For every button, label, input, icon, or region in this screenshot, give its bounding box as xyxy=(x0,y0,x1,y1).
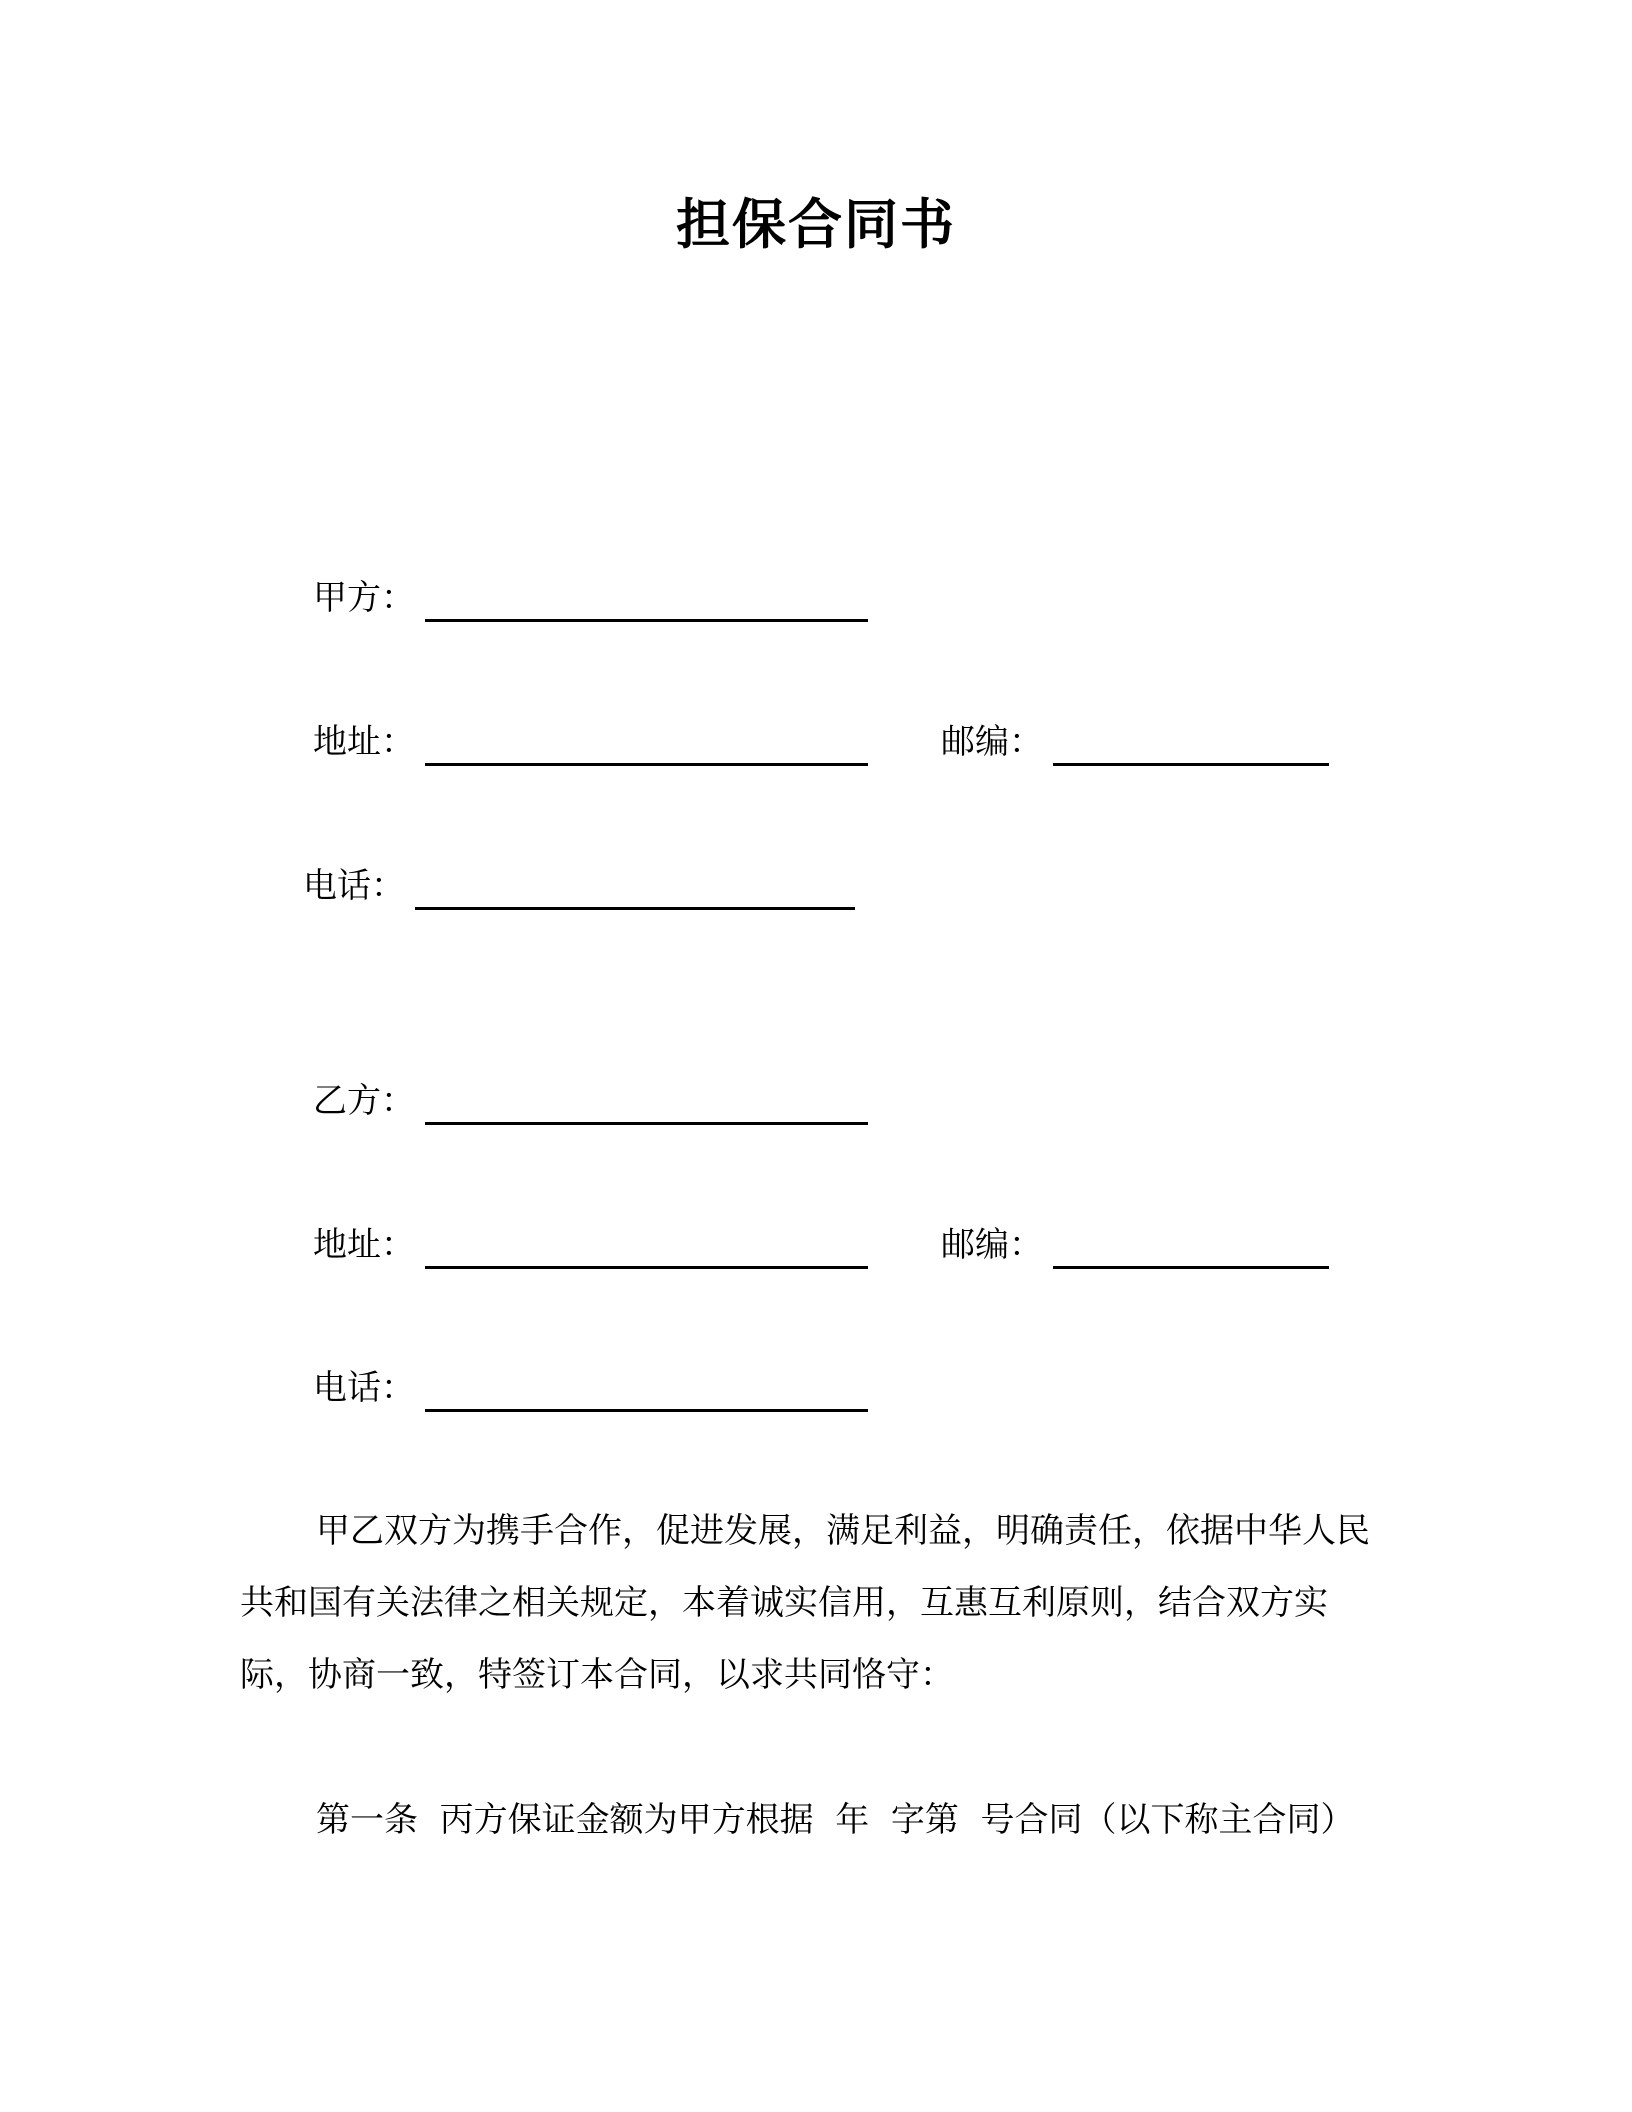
party-a-address-blank[interactable] xyxy=(425,763,868,766)
party-b-postcode-blank[interactable] xyxy=(1053,1266,1329,1269)
article-1-paragraph: 第一条 丙方保证金额为甲方根据 年 字第 号合同（以下称主合同） xyxy=(316,1800,1355,1840)
party-b-postcode-label: 邮编： xyxy=(941,1225,1043,1265)
party-b-name-field xyxy=(313,1075,873,1125)
party-b-phone-field xyxy=(313,1362,873,1412)
party-a-address-field xyxy=(313,716,873,766)
party-a-name-field xyxy=(313,572,873,622)
party-a-address-label: 地址： xyxy=(313,722,415,762)
preamble-paragraph: 甲乙双方为携手合作，促进发展，满足利益，明确责任，依据中华人民共和国有关法律之相关规定，本着诚实信用，互惠互利原则，结合双方实际，协商一致，特签订本合同，以求共同恪守： xyxy=(240,1511,1370,1695)
party-b-name-label: 乙方： xyxy=(313,1081,415,1121)
preamble-section xyxy=(240,1495,1390,1711)
party-a-phone-label: 电话： xyxy=(303,866,405,906)
party-b-name-blank[interactable] xyxy=(425,1122,868,1125)
party-a-phone-field xyxy=(303,860,863,910)
page-title: 担保合同书 xyxy=(676,193,956,256)
party-a-postcode-blank[interactable] xyxy=(1053,763,1329,766)
article-section xyxy=(240,1784,1410,1856)
party-b-postcode-field xyxy=(941,1219,1341,1269)
party-a-postcode-label: 邮编： xyxy=(941,722,1043,762)
party-a-postcode-field xyxy=(941,716,1341,766)
party-b-address-blank[interactable] xyxy=(425,1266,868,1269)
party-a-name-blank[interactable] xyxy=(425,619,868,622)
party-a-phone-blank[interactable] xyxy=(415,907,855,910)
party-b-address-field xyxy=(313,1219,873,1269)
party-b-phone-label: 电话： xyxy=(313,1368,415,1408)
party-b-address-label: 地址： xyxy=(313,1225,415,1265)
party-b-phone-blank[interactable] xyxy=(425,1409,868,1412)
party-a-name-label: 甲方： xyxy=(313,578,415,618)
